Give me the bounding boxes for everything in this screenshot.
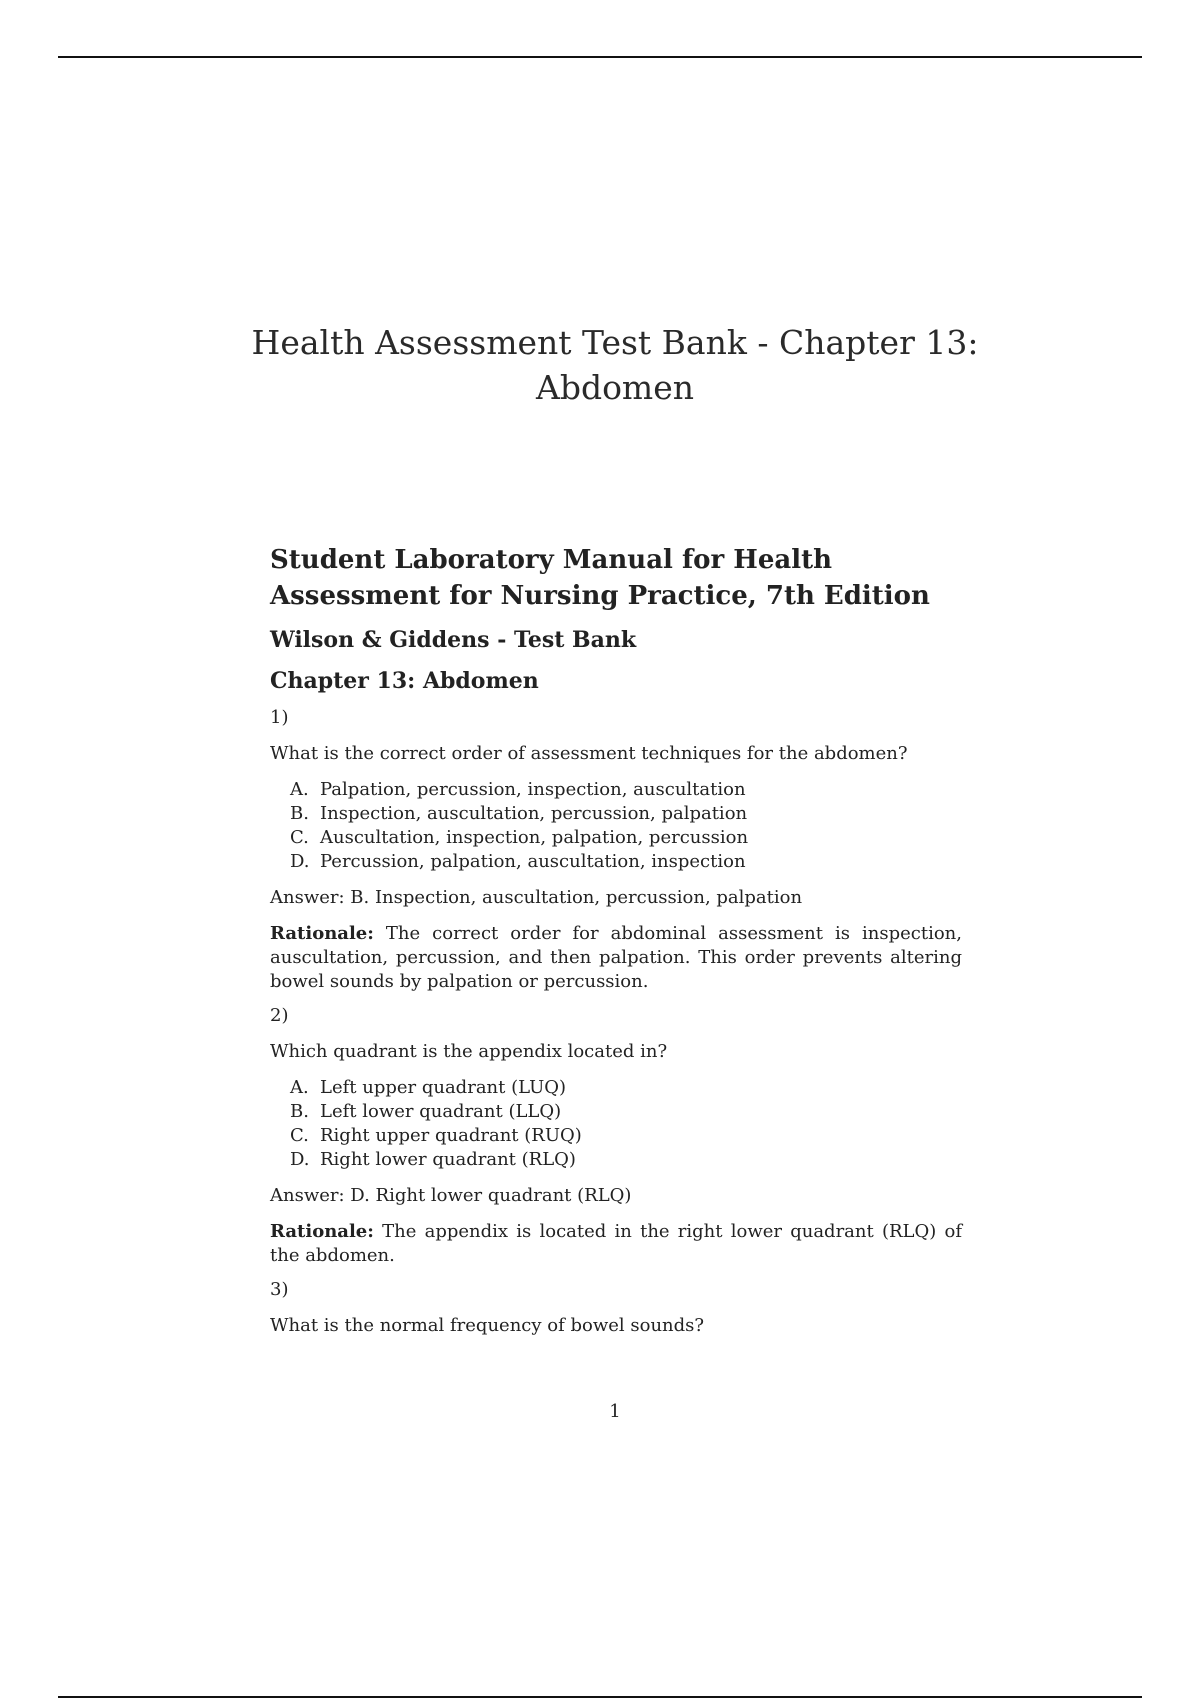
option-text: Percussion, palpation, auscultation, inspection	[320, 851, 746, 872]
rationale-text: The correct order for abdominal assessment is inspection, auscultation, percussion, and then palpation. This order prevents altering bowel sounds by palpation or percussion.	[270, 923, 962, 992]
document-body	[270, 542, 962, 1338]
option-c	[290, 826, 962, 850]
rationale-text: The appendix is located in the right lower quadrant (RLQ) of the abdomen.	[270, 1221, 962, 1266]
question-2	[270, 1004, 962, 1268]
question-1	[270, 706, 962, 994]
question-3	[270, 1278, 962, 1338]
option-letter: A.	[290, 1077, 309, 1098]
answer-line: Answer: D. Right lower quadrant (RLQ)	[270, 1185, 632, 1206]
section-title: Student Laboratory Manual for Health Assessment for Nursing Practice, 7th Edition	[270, 545, 930, 611]
question-text: What is the normal frequency of bowel sounds?	[270, 1315, 705, 1336]
rationale-label: Rationale:	[270, 1221, 374, 1242]
option-a	[290, 1076, 962, 1100]
option-letter: A.	[290, 779, 309, 800]
option-d	[290, 850, 962, 874]
option-d	[290, 1148, 962, 1172]
option-letter: C.	[290, 1125, 309, 1146]
option-text: Left upper quadrant (LUQ)	[320, 1077, 567, 1098]
option-text: Auscultation, inspection, palpation, percussion	[320, 827, 749, 848]
option-letter: D.	[290, 1149, 310, 1170]
option-c	[290, 1124, 962, 1148]
rationale	[270, 1220, 962, 1268]
rationale	[270, 922, 962, 994]
page-number: 1	[609, 1401, 621, 1422]
answer-line: Answer: B. Inspection, auscultation, percussion, palpation	[270, 887, 803, 908]
option-letter: B.	[290, 1101, 309, 1122]
question-number: 2)	[270, 1005, 289, 1026]
option-b	[290, 1100, 962, 1124]
option-b	[290, 802, 962, 826]
option-letter: C.	[290, 827, 309, 848]
option-text: Left lower quadrant (LLQ)	[320, 1101, 562, 1122]
option-letter: D.	[290, 851, 310, 872]
option-text: Right lower quadrant (RLQ)	[320, 1149, 576, 1170]
option-text: Inspection, auscultation, percussion, palpation	[320, 803, 748, 824]
answer-options	[270, 1076, 962, 1172]
question-number: 1)	[270, 707, 289, 728]
answer-options	[270, 778, 962, 874]
option-text: Right upper quadrant (RUQ)	[320, 1125, 582, 1146]
question-text: Which quadrant is the appendix located in?	[270, 1041, 668, 1062]
rationale-label: Rationale:	[270, 923, 374, 944]
bottom-rule	[58, 1696, 1142, 1698]
top-rule	[58, 56, 1142, 58]
option-text: Palpation, percussion, inspection, auscultation	[320, 779, 746, 800]
question-number: 3)	[270, 1279, 289, 1300]
option-a	[290, 778, 962, 802]
option-letter: B.	[290, 803, 309, 824]
question-text: What is the correct order of assessment techniques for the abdomen?	[270, 743, 908, 764]
subtitle: Wilson & Giddens - Test Bank	[270, 627, 637, 653]
document-title: Health Assessment Test Bank - Chapter 13: Abdomen	[251, 323, 979, 407]
chapter-title: Chapter 13: Abdomen	[270, 668, 539, 694]
